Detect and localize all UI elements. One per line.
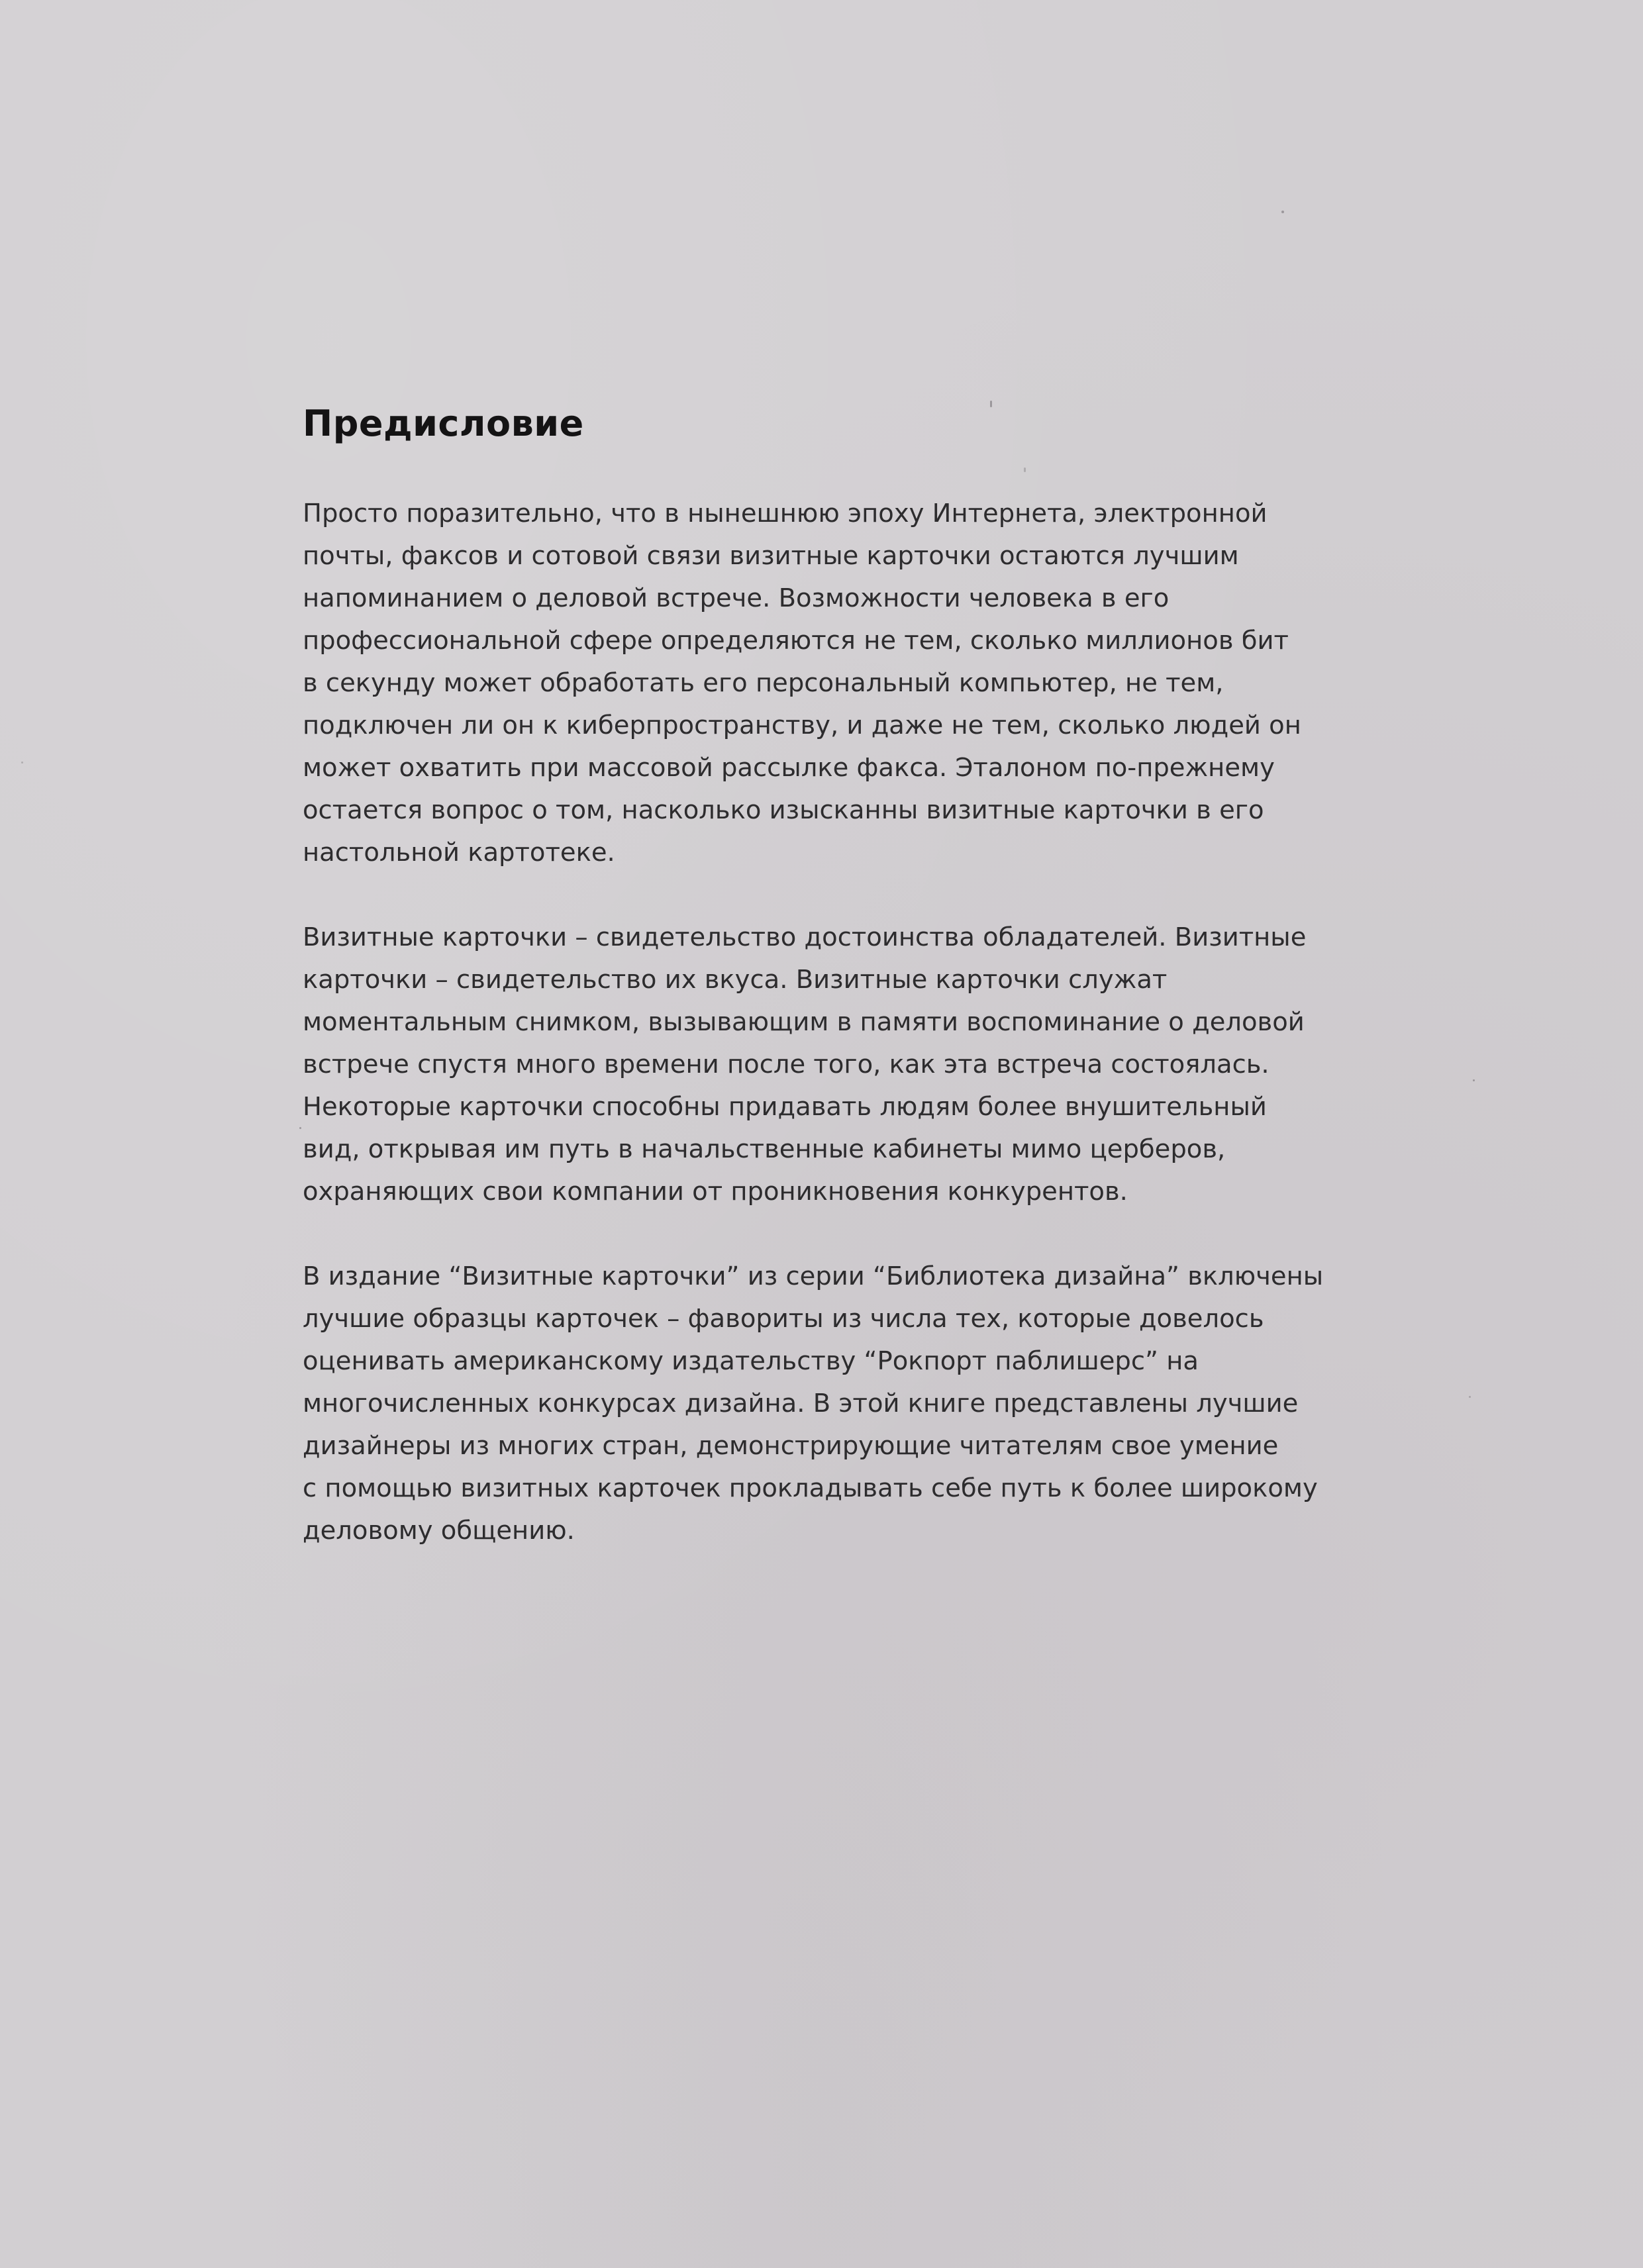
text-line: настольной картотеке. xyxy=(303,838,615,867)
text-line: дизайнеры из многих стран, демонстрирующие читателям свое умение xyxy=(303,1431,1279,1461)
text-line: вид, открывая им путь в начальственные кабинеты мимо церберов, xyxy=(303,1134,1226,1164)
scan-speck xyxy=(1469,1396,1471,1398)
text-line: профессиональной сфере определяются не тем, сколько миллионов бит xyxy=(303,626,1289,656)
text-line: карточки – свидетельство их вкуса. Визитные карточки служат xyxy=(303,965,1168,995)
text-line: оценивать американскому издательству “Рокпорт паблишерс” на xyxy=(303,1346,1199,1376)
text-line: напоминанием о деловой встрече. Возможности человека в его xyxy=(303,583,1170,613)
scan-speck xyxy=(1473,1079,1475,1081)
text-line: лучшие образцы карточек – фавориты из числа тех, которые довелось xyxy=(303,1304,1264,1334)
text-line: встрече спустя много времени после того, как эта встреча состоялась. xyxy=(303,1050,1270,1079)
text-line: деловому общению. xyxy=(303,1516,575,1546)
paragraph-3 xyxy=(303,1256,1362,1552)
text-line: Просто поразительно, что в нынешнюю эпоху Интернета, электронной xyxy=(303,499,1268,528)
preface-text-block xyxy=(303,397,1362,1552)
text-line: остается вопрос о том, насколько изысканны визитные карточки в его xyxy=(303,795,1264,825)
text-line: В издание “Визитные карточки” из серии “Библиотека дизайна” включены xyxy=(303,1261,1324,1291)
text-line: моментальным снимком, вызывающим в памяти воспоминание о деловой xyxy=(303,1007,1305,1037)
text-line: многочисленных конкурсах дизайна. В этой книге представлены лучшие xyxy=(303,1389,1299,1418)
paragraph-1 xyxy=(303,493,1362,874)
text-line: почты, факсов и сотовой связи визитные карточки остаются лучшим xyxy=(303,541,1239,571)
text-line: подключен ли он к киберпространству, и даже не тем, сколько людей он xyxy=(303,711,1301,740)
text-line: Некоторые карточки способны придавать людям более внушительный xyxy=(303,1092,1267,1122)
page-title: Предисловие xyxy=(303,403,584,444)
scan-speck xyxy=(21,762,23,764)
text-line: может охватить при массовой рассылке факса. Эталоном по-прежнему xyxy=(303,753,1275,783)
text-line: охраняющих свои компании от проникновения конкурентов. xyxy=(303,1177,1128,1207)
text-line: с помощью визитных карточек прокладывать себе путь к более широкому xyxy=(303,1473,1318,1503)
text-line: Визитные карточки – свидетельство достоинства обладателей. Визитные xyxy=(303,922,1307,952)
scan-speck xyxy=(299,1127,301,1129)
scan-speck xyxy=(1281,211,1284,213)
paragraph-2 xyxy=(303,916,1362,1213)
text-line: в секунду может обработать его персональный компьютер, не тем, xyxy=(303,668,1224,698)
